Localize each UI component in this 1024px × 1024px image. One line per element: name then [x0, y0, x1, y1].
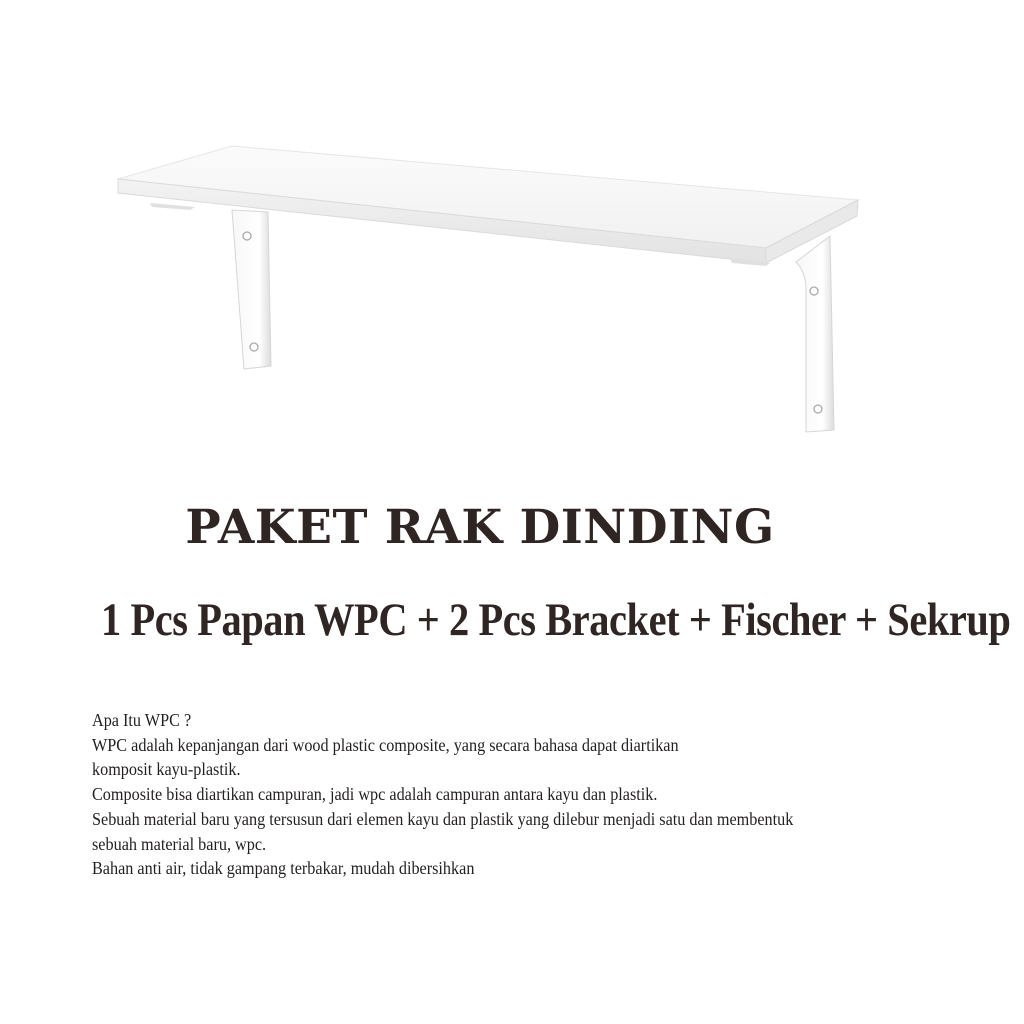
description-line: sebuah material baru, wpc.	[92, 833, 267, 854]
shelf-board	[118, 146, 858, 266]
description-line: Apa Itu WPC ?	[92, 710, 192, 730]
description-line: Composite bisa diartikan campuran, jadi wpc adalah campuran antara kayu dan plastik.	[92, 784, 658, 805]
wall-shelf-image	[100, 130, 880, 450]
description-line: Bahan anti air, tidak gampang terbakar, mudah dibersihkan	[92, 858, 475, 879]
description-line: Sebuah material baru yang tersusun dari elemen kayu dan plastik yang dilebur menjadi satu dan membentuk	[92, 808, 794, 829]
product-subtitle: 1 Pcs Papan WPC + 2 Pcs Bracket + Fischer + Sekrup	[101, 594, 1011, 646]
product-title: PAKET RAK DINDING	[185, 500, 775, 555]
description-line: WPC adalah kepanjangan dari wood plastic composite, yang secara bahasa dapat diartikan	[92, 734, 679, 755]
left-bracket	[232, 210, 271, 369]
right-bracket	[796, 236, 834, 432]
product-description	[92, 708, 972, 881]
description-line: komposit kayu-plastik.	[92, 759, 241, 780]
